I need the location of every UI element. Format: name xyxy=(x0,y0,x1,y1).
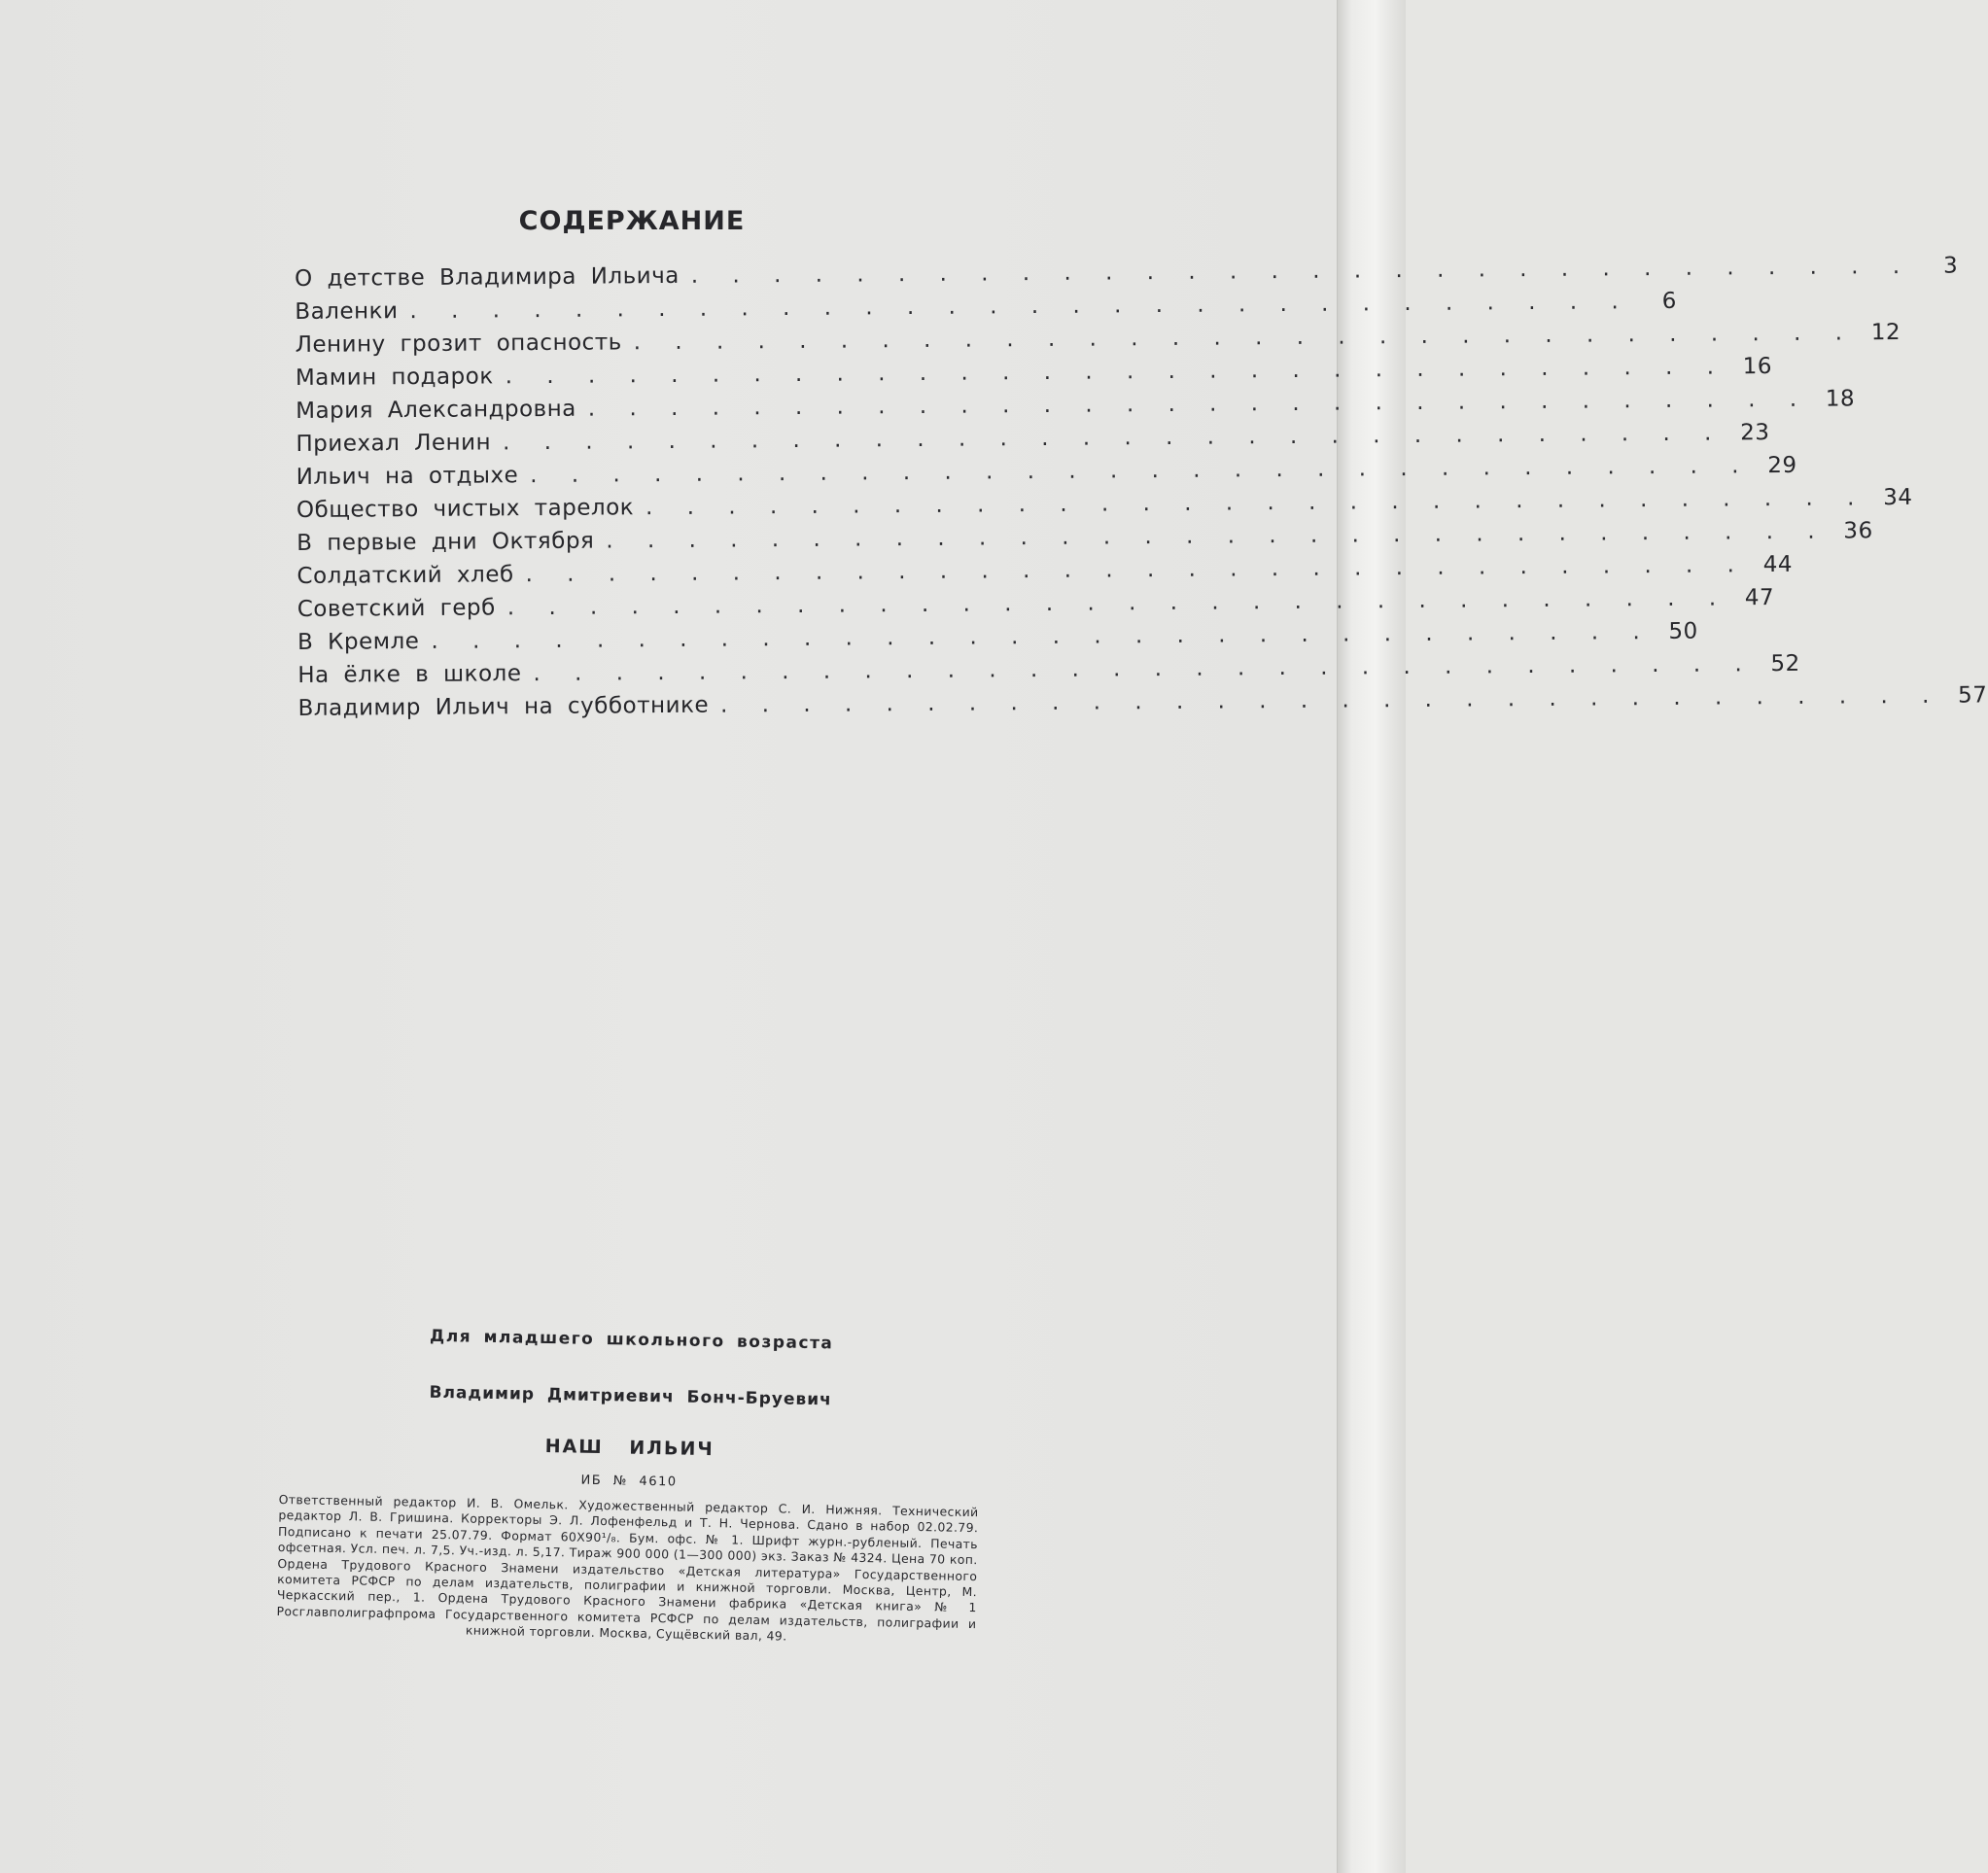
toc-entry-title: Советский герб xyxy=(296,595,496,622)
toc-entry-title: В первые дни Октября xyxy=(296,528,595,556)
ib-number: ИБ № 4610 xyxy=(580,1473,678,1490)
toc-leader-dots: . . . . . . . . . . . . . . . . . . . . . . . . . . . . . . xyxy=(530,453,1753,489)
toc-entry xyxy=(295,354,1773,399)
toc-entry xyxy=(296,386,1856,432)
book-title: НАШ ИЛЬИЧ xyxy=(544,1435,715,1461)
toc-entry xyxy=(295,320,1901,365)
toc-entry-title: Владимир Ильич на субботнике xyxy=(297,692,710,721)
toc-leader-dots: . . . . . . . . . . . . . . . . . . . . . . . . . . . . . . xyxy=(505,354,1728,390)
toc-leader-dots: . . . . . . . . . . . . . . . . . . . . . . . . . . . . . . xyxy=(690,253,1914,289)
toc-entry-title: Ленину грозит опасность xyxy=(295,330,622,358)
toc-entry xyxy=(295,253,1959,299)
toc-leader-dots: . . . . . . . . . . . . . . . . . . . . . . . . . . . . . . xyxy=(645,485,1868,521)
table-of-contents xyxy=(295,253,1988,729)
toc-entry-page: 47 xyxy=(1744,585,1775,611)
toc-leader-dots: . . . . . . . . . . . . . . . . . . . . . . . . . . . . . . xyxy=(606,518,1829,554)
toc-entry-title: О детстве Владимира Ильича xyxy=(295,262,680,292)
toc-entry xyxy=(296,618,1698,663)
toc-entry xyxy=(297,682,1988,729)
audience-note: Для младшего школьного возраста xyxy=(429,1326,834,1354)
toc-entry xyxy=(296,452,1797,498)
toc-leader-dots: . . . . . . . . . . . . . . . . . . . . . . . . . . . . . . xyxy=(409,289,1632,325)
toc-leader-dots: . . . . . . . . . . . . . . . . . . . . . . . . . . . . . . xyxy=(587,386,1811,422)
toc-entry-page: 23 xyxy=(1740,420,1770,446)
toc-leader-dots: . . . . . . . . . . . . . . . . . . . . . . . . . . . . . . xyxy=(719,682,1943,718)
toc-heading: СОДЕРЖАНИЕ xyxy=(518,206,746,236)
toc-entry-page: 18 xyxy=(1825,386,1856,412)
toc-entry-page: 6 xyxy=(1661,288,1677,314)
toc-leader-dots: . . . . . . . . . . . . . . . . . . . . . . . . . . . . . . xyxy=(506,585,1730,621)
toc-entry xyxy=(297,650,1800,696)
toc-entry-title: Солдатский хлеб xyxy=(296,562,514,589)
toc-entry-title: Мария Александровна xyxy=(296,396,576,424)
toc-entry xyxy=(296,585,1775,630)
toc-entry-page: 12 xyxy=(1870,320,1901,346)
toc-entry-page: 52 xyxy=(1770,650,1800,677)
toc-entry xyxy=(295,288,1677,332)
toc-entry-page: 3 xyxy=(1942,253,1959,279)
toc-entry-page: 34 xyxy=(1883,484,1913,511)
author-name: Владимир Дмитриевич Бонч-Бруевич xyxy=(429,1382,832,1410)
toc-entry-title: Мамин подарок xyxy=(295,364,494,391)
toc-entry-page: 16 xyxy=(1742,354,1773,380)
toc-entry-page: 57 xyxy=(1958,682,1988,709)
toc-entry-title: Приехал Ленин xyxy=(296,430,492,457)
toc-entry-title: Ильич на отдыхе xyxy=(296,463,519,490)
toc-entry-title: Валенки xyxy=(295,298,399,325)
toc-leader-dots: . . . . . . . . . . . . . . . . . . . . . . . . . . . . . . xyxy=(533,651,1756,687)
toc-leader-dots: . . . . . . . . . . . . . . . . . . . . . . . . . . . . . . xyxy=(431,619,1654,654)
toc-leader-dots: . . . . . . . . . . . . . . . . . . . . . . . . . . . . . . xyxy=(633,320,1857,356)
toc-entry xyxy=(296,518,1873,564)
toc-leader-dots: . . . . . . . . . . . . . . . . . . . . . . . . . . . . . . xyxy=(525,552,1749,588)
toc-entry-title: На ёлке в школе xyxy=(297,661,522,688)
toc-entry-page: 29 xyxy=(1767,452,1797,479)
toc-entry-page: 44 xyxy=(1762,551,1794,578)
toc-entry xyxy=(296,551,1794,597)
imprint-text: Ответственный редактор И. В. Омельк. Художественный редактор С. И. Нижняя. Технический редактор Л. В. Гришина. Корректоры Э. Л. Лофенфельд и Т. Н. Чернова. Сдано в набор 02.02.79. Подписано к печати 25.07.79. Формат 60X90¹/₈. Бум. офс. № 1. Шрифт журн.-рубленый. Печать офсетная. Усл. печ. л. 7,5. Уч.-изд. л. 5,17. Тираж 900 000 (1—300 000) экз. Заказ № 4324. Цена 70 коп. Ордена Трудового Красного Знамени издательство «Детская литература» Государственного комитета РСФСР по делам издательств, полиграфии и книжной торговли. Москва, Центр, М. Черкасский пер., 1. Ордена Трудового Красного Знамени фабрика «Детская книга» № 1 Росглавполиграфпрома Государственного комитета РСФСР по делам издательств, полиграфии и книжной торговли. Москва, Сущёвский вал, 49. xyxy=(276,1491,979,1644)
toc-entry-title: В Кремле xyxy=(296,629,420,655)
toc-entry-page: 36 xyxy=(1843,518,1873,544)
toc-leader-dots: . . . . . . . . . . . . . . . . . . . . . . . . . . . . . . xyxy=(503,420,1726,456)
toc-entry-page: 50 xyxy=(1668,618,1698,644)
toc-entry xyxy=(296,420,1770,465)
colophon xyxy=(276,1324,982,1648)
toc-entry-title: Общество чистых тарелок xyxy=(296,495,635,523)
